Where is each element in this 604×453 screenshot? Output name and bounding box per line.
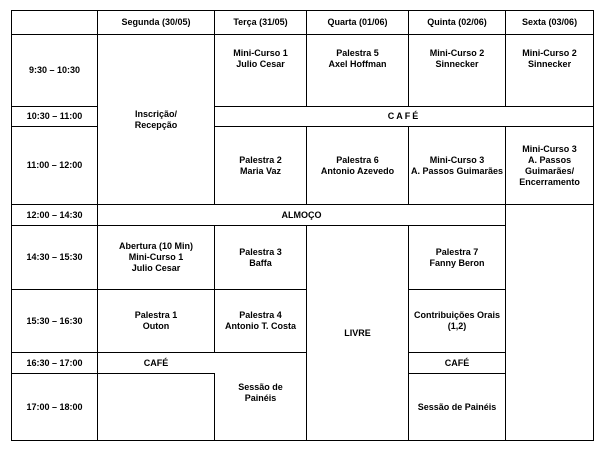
cell-line: Fanny Beron [429, 257, 485, 268]
day-header-quinta: Quinta (02/06) [409, 11, 506, 35]
session-cell [409, 374, 506, 441]
time-slot: 10:30 – 11:00 [12, 107, 98, 127]
empty-cell [98, 374, 215, 441]
schedule-row [12, 35, 594, 107]
cell-line: A. Passos Guimarães [411, 165, 504, 176]
cell-line: (1,2) [447, 321, 467, 331]
time-slot: 14:30 – 15:30 [12, 226, 98, 290]
session-cell [307, 127, 409, 205]
session-cell [215, 290, 307, 353]
free-cell: LIVRE [307, 226, 409, 441]
cell-line: Guimarães/ [525, 165, 575, 176]
cell-line: Contribuições Orais [414, 310, 501, 320]
cell-line: Mini-Curso 2 [522, 48, 577, 58]
session-cell [215, 353, 307, 441]
cell-line: Palestra 4 [239, 310, 282, 320]
lunch-cell: ALMOÇO [98, 205, 506, 226]
cell-line: Julio Cesar [236, 59, 285, 69]
schedule-row [12, 205, 594, 226]
cell-line: Sinnecker [528, 59, 572, 69]
cell-line: Palestra 6 [336, 154, 379, 165]
time-slot: 12:00 – 14:30 [12, 205, 98, 226]
session-cell [506, 127, 594, 205]
session-cell [98, 226, 215, 290]
corner-cell [12, 11, 98, 35]
session-cell [215, 35, 307, 107]
day-header-terca: Terça (31/05) [215, 11, 307, 35]
empty-cell [506, 205, 594, 441]
cell-line: Baffa [249, 257, 272, 268]
registration-cell [98, 35, 215, 205]
cell-line: Mini-Curso 3 [429, 154, 485, 165]
cell-line: Mini-Curso 1 [233, 48, 288, 58]
time-slot: 9:30 – 10:30 [12, 35, 98, 107]
cell-line: A. Passos [528, 154, 572, 165]
time-slot: 11:00 – 12:00 [12, 127, 98, 205]
schedule-table [11, 10, 594, 441]
session-cell [506, 35, 594, 107]
cell-line: Palestra 3 [239, 246, 282, 257]
cell-line: Sessão de [238, 382, 283, 392]
time-slot: 17:00 – 18:00 [12, 374, 98, 441]
time-slot: 16:30 – 17:00 [12, 353, 98, 374]
coffee-break-cell: CAFÉ [215, 107, 594, 127]
cell-line: Antonio T. Costa [225, 321, 296, 331]
coffee-break-cell: CAFÉ [98, 353, 215, 374]
cell-line: Mini-Curso 2 [429, 48, 485, 58]
cell-line: Palestra 2 [239, 154, 282, 165]
day-header-sexta: Sexta (03/06) [506, 11, 594, 35]
cell-line: Sessão de Painéis [417, 401, 497, 412]
session-cell [409, 35, 506, 107]
cell-line: Sinnecker [435, 59, 479, 69]
session-cell [215, 226, 307, 290]
header-row [12, 11, 594, 35]
cell-line: Abertura (10 Min) [118, 241, 193, 251]
cell-line: Palestra 7 [435, 246, 479, 257]
cell-line: Recepção [134, 119, 178, 130]
session-cell [409, 226, 506, 290]
cell-line: Antonio Azevedo [320, 165, 395, 176]
cell-line: Maria Vaz [239, 165, 282, 176]
cell-line: Mini-Curso 1 [128, 252, 184, 262]
cell-line: Outon [142, 321, 170, 331]
day-header-segunda: Segunda (30/05) [98, 11, 215, 35]
cell-line: Palestra 5 [336, 48, 379, 58]
session-cell [409, 127, 506, 205]
cell-line: Palestra 1 [134, 310, 178, 320]
cell-line: Mini-Curso 3 [522, 143, 577, 154]
session-cell [409, 290, 506, 353]
session-cell [215, 127, 307, 205]
time-slot: 15:30 – 16:30 [12, 290, 98, 353]
session-cell [98, 290, 215, 353]
coffee-break-cell: CAFÉ [409, 353, 506, 374]
cell-line: Painéis [244, 393, 277, 403]
cell-line: Encerramento [519, 176, 580, 187]
cell-line: Axel Hoffman [328, 59, 387, 69]
cell-line: Inscrição/ [134, 108, 178, 119]
day-header-quarta: Quarta (01/06) [307, 11, 409, 35]
session-cell [307, 35, 409, 107]
cell-line: Julio Cesar [131, 263, 181, 273]
